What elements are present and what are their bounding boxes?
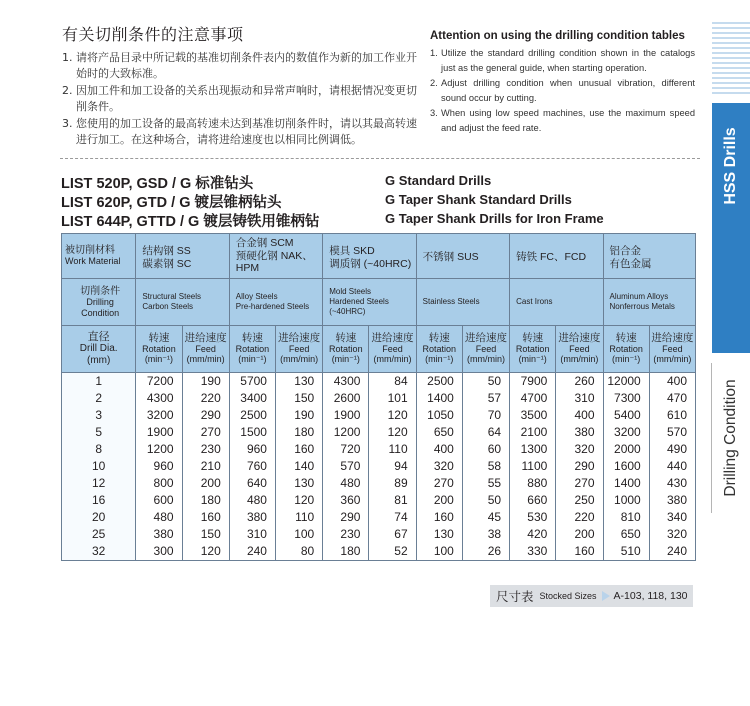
feed-cell: 74 bbox=[369, 509, 416, 526]
rotation-cell: 360 bbox=[323, 492, 369, 509]
rotation-cell: 660 bbox=[510, 492, 556, 509]
notes-cn-item: 3. 您使用的加工设备的最高转速未达到基准切削条件时，请以其最高转速进行加工。在这种场合，请将进给速度也以相同比例调低。 bbox=[62, 117, 417, 146]
rotation-cell: 3200 bbox=[603, 424, 649, 441]
feed-cell: 310 bbox=[556, 390, 603, 407]
table-row bbox=[62, 407, 696, 424]
notes-en-item: 2. Adjust drilling condition when unusual vibration, different sound occur by cutting. bbox=[430, 78, 695, 103]
rotation-cell: 420 bbox=[510, 526, 556, 543]
rotation-cell: 810 bbox=[603, 509, 649, 526]
feed-header: 进给速度 Feed (mm/min) bbox=[462, 326, 509, 373]
feed-cell: 230 bbox=[182, 441, 229, 458]
rotation-cell: 880 bbox=[510, 475, 556, 492]
feed-cell: 55 bbox=[462, 475, 509, 492]
feed-cell: 150 bbox=[182, 526, 229, 543]
rotation-cell: 3400 bbox=[229, 390, 275, 407]
rotation-cell: 320 bbox=[416, 458, 462, 475]
notes-en-title: Attention on using the drilling condition tables bbox=[430, 30, 685, 42]
decorative-stripes bbox=[712, 22, 750, 97]
feed-cell: 64 bbox=[462, 424, 509, 441]
drill-dia-cell: 5 bbox=[62, 424, 136, 441]
table-row bbox=[62, 526, 696, 543]
dia-header: 直径 Drill Dia. (mm) bbox=[62, 326, 136, 373]
material-en: Structural Steels Carbon Steels bbox=[136, 279, 229, 326]
feed-cell: 320 bbox=[556, 441, 603, 458]
product-row bbox=[61, 210, 701, 229]
notes-en-item: 1. Utilize the standard drilling condition shown in the catalogs just as the general guide, when starting operation. bbox=[430, 48, 695, 73]
feed-cell: 190 bbox=[275, 407, 322, 424]
rotation-header: 转速 Rotation (min⁻¹) bbox=[323, 326, 369, 373]
rotation-cell: 2500 bbox=[416, 373, 462, 391]
rotation-cell: 380 bbox=[136, 526, 182, 543]
notes-cn bbox=[62, 22, 422, 149]
rotation-cell: 160 bbox=[416, 509, 462, 526]
rotation-cell: 960 bbox=[136, 458, 182, 475]
rotation-cell: 760 bbox=[229, 458, 275, 475]
rotation-cell: 1200 bbox=[323, 424, 369, 441]
table-row bbox=[62, 458, 696, 475]
notes-en bbox=[430, 30, 695, 136]
feed-cell: 100 bbox=[275, 526, 322, 543]
rotation-cell: 310 bbox=[229, 526, 275, 543]
corner-drilling-condition: 切削条件 Drilling Condition bbox=[62, 279, 136, 326]
feed-cell: 290 bbox=[182, 407, 229, 424]
rotation-header: 转速 Rotation (min⁻¹) bbox=[416, 326, 462, 373]
rotation-cell: 480 bbox=[323, 475, 369, 492]
feed-cell: 94 bbox=[369, 458, 416, 475]
table-row bbox=[62, 373, 696, 391]
drill-dia-cell: 10 bbox=[62, 458, 136, 475]
feed-cell: 260 bbox=[556, 373, 603, 391]
material-en: Cast Irons bbox=[510, 279, 603, 326]
rotation-cell: 380 bbox=[229, 509, 275, 526]
rotation-cell: 12000 bbox=[603, 373, 649, 391]
feed-cell: 210 bbox=[182, 458, 229, 475]
feed-cell: 81 bbox=[369, 492, 416, 509]
rotation-cell: 3500 bbox=[510, 407, 556, 424]
feed-cell: 120 bbox=[275, 492, 322, 509]
rotation-cell: 1200 bbox=[136, 441, 182, 458]
feed-cell: 130 bbox=[275, 373, 322, 391]
drill-dia-cell: 20 bbox=[62, 509, 136, 526]
feed-cell: 320 bbox=[649, 526, 695, 543]
rotation-cell: 100 bbox=[416, 543, 462, 561]
rotation-cell: 800 bbox=[136, 475, 182, 492]
feed-cell: 430 bbox=[649, 475, 695, 492]
rotation-cell: 1000 bbox=[603, 492, 649, 509]
material-cn: 不锈钢 SUS bbox=[416, 234, 509, 279]
rotation-cell: 330 bbox=[510, 543, 556, 561]
material-cn: 铝合金 有色金属 bbox=[603, 234, 695, 279]
rotation-cell: 290 bbox=[323, 509, 369, 526]
drill-dia-cell: 3 bbox=[62, 407, 136, 424]
feed-cell: 50 bbox=[462, 373, 509, 391]
feed-cell: 180 bbox=[275, 424, 322, 441]
feed-cell: 50 bbox=[462, 492, 509, 509]
rotation-header: 转速 Rotation (min⁻¹) bbox=[510, 326, 556, 373]
feed-cell: 120 bbox=[369, 407, 416, 424]
product-en: G Standard Drills bbox=[385, 173, 492, 188]
product-en: G Taper Shank Standard Drills bbox=[385, 192, 572, 207]
drill-dia-cell: 32 bbox=[62, 543, 136, 561]
feed-cell: 340 bbox=[649, 509, 695, 526]
feed-cell: 250 bbox=[556, 492, 603, 509]
feed-cell: 67 bbox=[369, 526, 416, 543]
rotation-cell: 300 bbox=[136, 543, 182, 561]
notes-en-item: 3. When using low speed machines, use the maximum speed and adjust the feed rate. bbox=[430, 108, 695, 133]
tab-cond-label: Drilling Condition bbox=[722, 379, 739, 497]
product-cn: LIST 644P, GTTD / G 镀层铸铁用锥柄钻 bbox=[61, 214, 320, 230]
product-cn: LIST 620P, GTD / G 镀层锥柄钻头 bbox=[61, 195, 282, 211]
material-cn: 结构钢 SS 碳素钢 SC bbox=[136, 234, 229, 279]
feed-cell: 101 bbox=[369, 390, 416, 407]
stocked-sizes-bar[interactable] bbox=[490, 585, 693, 607]
rotation-cell: 7900 bbox=[510, 373, 556, 391]
rotation-cell: 5400 bbox=[603, 407, 649, 424]
notes-cn-title: 有关切削条件的注意事项 bbox=[62, 25, 244, 44]
feed-cell: 220 bbox=[182, 390, 229, 407]
rotation-cell: 180 bbox=[323, 543, 369, 561]
tab-hss-drills[interactable] bbox=[712, 103, 750, 353]
table-row bbox=[62, 390, 696, 407]
drill-dia-cell: 2 bbox=[62, 390, 136, 407]
feed-cell: 490 bbox=[649, 441, 695, 458]
feed-cell: 400 bbox=[556, 407, 603, 424]
rotation-cell: 1600 bbox=[603, 458, 649, 475]
rotation-cell: 600 bbox=[136, 492, 182, 509]
rotation-cell: 5700 bbox=[229, 373, 275, 391]
material-en-row bbox=[62, 279, 696, 326]
drill-dia-cell: 12 bbox=[62, 475, 136, 492]
corner-work-material: 被切削材料 Work Material bbox=[62, 234, 136, 279]
feed-cell: 84 bbox=[369, 373, 416, 391]
rotation-cell: 570 bbox=[323, 458, 369, 475]
feed-cell: 58 bbox=[462, 458, 509, 475]
rotation-cell: 640 bbox=[229, 475, 275, 492]
rotation-cell: 650 bbox=[603, 526, 649, 543]
feed-cell: 400 bbox=[649, 373, 695, 391]
table-row bbox=[62, 441, 696, 458]
feed-cell: 38 bbox=[462, 526, 509, 543]
sub-header-row bbox=[62, 326, 696, 373]
rotation-cell: 200 bbox=[416, 492, 462, 509]
feed-cell: 240 bbox=[649, 543, 695, 561]
stocked-sizes-ref[interactable]: A-103, 118, 130 bbox=[613, 590, 688, 602]
product-row bbox=[61, 172, 701, 191]
rotation-cell: 230 bbox=[323, 526, 369, 543]
feed-cell: 470 bbox=[649, 390, 695, 407]
rotation-cell: 400 bbox=[416, 441, 462, 458]
notes-cn-item: 1. 请将产品目录中所记载的基准切削条件表内的数值作为新的加工作业开始时的大致标准。 bbox=[62, 51, 417, 80]
feed-cell: 70 bbox=[462, 407, 509, 424]
feed-cell: 57 bbox=[462, 390, 509, 407]
rotation-cell: 4300 bbox=[323, 373, 369, 391]
rotation-cell: 130 bbox=[416, 526, 462, 543]
feed-cell: 220 bbox=[556, 509, 603, 526]
feed-header: 进给速度 Feed (mm/min) bbox=[649, 326, 695, 373]
rotation-cell: 720 bbox=[323, 441, 369, 458]
rotation-header: 转速 Rotation (min⁻¹) bbox=[136, 326, 182, 373]
rotation-cell: 530 bbox=[510, 509, 556, 526]
feed-cell: 160 bbox=[556, 543, 603, 561]
rotation-cell: 2000 bbox=[603, 441, 649, 458]
rotation-cell: 7200 bbox=[136, 373, 182, 391]
feed-cell: 52 bbox=[369, 543, 416, 561]
feed-cell: 120 bbox=[369, 424, 416, 441]
feed-cell: 140 bbox=[275, 458, 322, 475]
feed-cell: 570 bbox=[649, 424, 695, 441]
rotation-cell: 1400 bbox=[416, 390, 462, 407]
stocked-sizes-cn: 尺寸表 bbox=[496, 590, 534, 604]
stocked-sizes-en: Stocked Sizes bbox=[539, 591, 597, 601]
product-cn: LIST 520P, GSD / G 标准钻头 bbox=[61, 176, 254, 192]
rotation-cell: 1300 bbox=[510, 441, 556, 458]
feed-cell: 380 bbox=[556, 424, 603, 441]
drill-dia-cell: 16 bbox=[62, 492, 136, 509]
rotation-cell: 960 bbox=[229, 441, 275, 458]
feed-cell: 120 bbox=[182, 543, 229, 561]
feed-cell: 190 bbox=[182, 373, 229, 391]
table-row bbox=[62, 509, 696, 526]
table-row bbox=[62, 492, 696, 509]
feed-cell: 80 bbox=[275, 543, 322, 561]
rotation-cell: 1050 bbox=[416, 407, 462, 424]
material-cn: 铸铁 FC、FCD bbox=[510, 234, 603, 279]
rotation-cell: 1900 bbox=[323, 407, 369, 424]
rotation-cell: 510 bbox=[603, 543, 649, 561]
feed-cell: 26 bbox=[462, 543, 509, 561]
rotation-cell: 1400 bbox=[603, 475, 649, 492]
material-cn: 合金钢 SCM 预硬化钢 NAK、 HPM bbox=[229, 234, 322, 279]
material-cn: 模具 SKD 调质钢 (~40HRC) bbox=[323, 234, 416, 279]
rotation-cell: 1100 bbox=[510, 458, 556, 475]
feed-cell: 45 bbox=[462, 509, 509, 526]
drill-dia-cell: 25 bbox=[62, 526, 136, 543]
feed-cell: 150 bbox=[275, 390, 322, 407]
feed-cell: 110 bbox=[275, 509, 322, 526]
material-en: Alloy Steels Pre-hardened Steels bbox=[229, 279, 322, 326]
feed-cell: 200 bbox=[556, 526, 603, 543]
rotation-cell: 650 bbox=[416, 424, 462, 441]
product-en: G Taper Shank Drills for Iron Frame bbox=[385, 211, 604, 226]
drill-dia-cell: 1 bbox=[62, 373, 136, 391]
feed-header: 进给速度 Feed (mm/min) bbox=[182, 326, 229, 373]
tab-drilling-condition[interactable] bbox=[712, 363, 750, 533]
rotation-cell: 1500 bbox=[229, 424, 275, 441]
drill-dia-cell: 8 bbox=[62, 441, 136, 458]
product-row bbox=[61, 191, 701, 210]
feed-cell: 290 bbox=[556, 458, 603, 475]
rotation-cell: 2500 bbox=[229, 407, 275, 424]
feed-cell: 270 bbox=[182, 424, 229, 441]
drilling-condition-table bbox=[61, 233, 696, 561]
rotation-cell: 240 bbox=[229, 543, 275, 561]
table-row bbox=[62, 424, 696, 441]
feed-cell: 89 bbox=[369, 475, 416, 492]
feed-header: 进给速度 Feed (mm/min) bbox=[275, 326, 322, 373]
rotation-cell: 2100 bbox=[510, 424, 556, 441]
material-en: Stainless Steels bbox=[416, 279, 509, 326]
material-en: Aluminum Alloys Nonferrous Metals bbox=[603, 279, 695, 326]
rotation-cell: 480 bbox=[229, 492, 275, 509]
rotation-header: 转速 Rotation (min⁻¹) bbox=[229, 326, 275, 373]
feed-cell: 440 bbox=[649, 458, 695, 475]
product-list bbox=[61, 172, 701, 229]
table-row bbox=[62, 543, 696, 561]
rotation-cell: 1900 bbox=[136, 424, 182, 441]
table-row bbox=[62, 475, 696, 492]
rotation-cell: 4300 bbox=[136, 390, 182, 407]
rotation-cell: 7300 bbox=[603, 390, 649, 407]
arrow-right-icon bbox=[602, 591, 610, 601]
rotation-cell: 3200 bbox=[136, 407, 182, 424]
rotation-cell: 270 bbox=[416, 475, 462, 492]
feed-cell: 380 bbox=[649, 492, 695, 509]
dashed-divider bbox=[60, 158, 700, 159]
feed-cell: 130 bbox=[275, 475, 322, 492]
feed-cell: 200 bbox=[182, 475, 229, 492]
rotation-cell: 480 bbox=[136, 509, 182, 526]
feed-header: 进给速度 Feed (mm/min) bbox=[369, 326, 416, 373]
feed-cell: 270 bbox=[556, 475, 603, 492]
material-row bbox=[62, 234, 696, 279]
feed-cell: 160 bbox=[182, 509, 229, 526]
rotation-cell: 2600 bbox=[323, 390, 369, 407]
feed-header: 进给速度 Feed (mm/min) bbox=[556, 326, 603, 373]
feed-cell: 180 bbox=[182, 492, 229, 509]
tab-hss-label: HSS Drills bbox=[722, 127, 739, 205]
feed-cell: 60 bbox=[462, 441, 509, 458]
feed-cell: 160 bbox=[275, 441, 322, 458]
rotation-cell: 4700 bbox=[510, 390, 556, 407]
feed-cell: 110 bbox=[369, 441, 416, 458]
feed-cell: 610 bbox=[649, 407, 695, 424]
notes-cn-item: 2. 因加工件和加工设备的关系出现振动和异常声响时，请根据情况变更切削条件。 bbox=[62, 84, 417, 113]
rotation-header: 转速 Rotation (min⁻¹) bbox=[603, 326, 649, 373]
material-en: Mold Steels Hardened Steels (~40HRC) bbox=[323, 279, 416, 326]
